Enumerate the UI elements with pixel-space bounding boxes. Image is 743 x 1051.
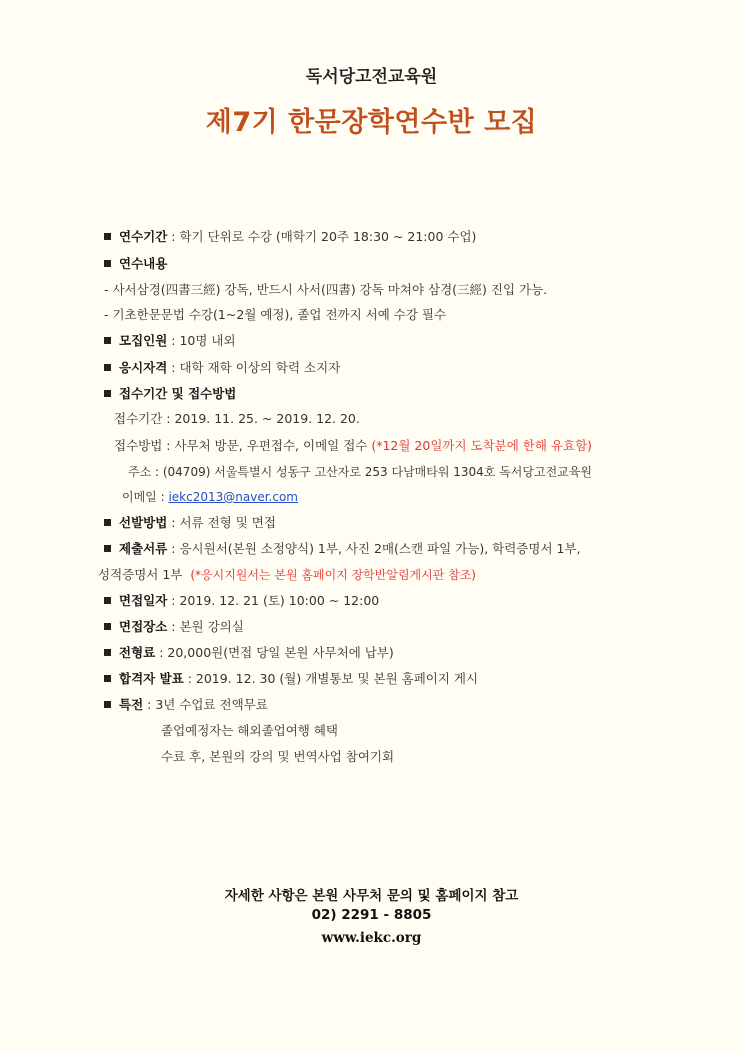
address: 주소 : (04709) 서울특별시 성동구 고산자로 253 다남매타워 1304호 독서당고전교육원	[128, 465, 592, 479]
bullet-icon	[104, 545, 111, 552]
interview-place-text: : 본원 강의실	[171, 619, 244, 634]
footer-website[interactable]: www.iekc.org	[321, 930, 422, 946]
docs-line2: 성적증명서 1부	[98, 567, 183, 582]
apply-method-row	[114, 438, 592, 454]
interview-date-text: : 2019. 12. 21 (토) 10:00 ~ 12:00	[171, 593, 380, 608]
announce-label: 합격자 발표	[119, 671, 184, 686]
apply-period: 접수기간 : 2019. 11. 25. ~ 2019. 12. 20.	[114, 411, 360, 426]
bullet-icon	[104, 260, 111, 267]
interview-place-label: 면접장소	[119, 619, 168, 634]
page-title: 제7기 한문장학연수반 모집	[205, 107, 538, 138]
recruit-text: : 10명 내외	[171, 333, 236, 348]
bullet-icon	[104, 701, 111, 708]
email-label: 이메일 :	[122, 490, 169, 504]
bullet-icon	[104, 649, 111, 656]
bullet-icon	[104, 390, 111, 397]
bullet-icon	[104, 364, 111, 371]
content-label: 연수내용	[119, 256, 168, 271]
benefit-line3: 수료 후, 본원의 강의 및 번역사업 참여기회	[161, 749, 395, 764]
qual-label: 응시자격	[119, 360, 168, 375]
benefit-row	[104, 697, 268, 713]
fee-label: 전형료	[119, 645, 156, 660]
content-line2: - 기초한문문법 수강(1~2월 예정), 졸업 전까지 서예 수강 필수	[104, 307, 447, 322]
period-label: 연수기간	[119, 229, 168, 244]
docs-row2	[98, 567, 476, 583]
docs-text: : 응시원서(본원 소정양식) 1부, 사진 2매(스캔 파일 가능), 학력증명서 1부,	[171, 541, 581, 556]
org-name: 독서당고전교육원	[305, 67, 438, 87]
apply-method: 접수방법 : 사무처 방문, 우편접수, 이메일 접수	[114, 438, 368, 453]
apply-row	[104, 386, 236, 402]
footer-phone: 02) 2291 - 8805	[311, 907, 432, 923]
qual-row	[104, 360, 340, 376]
content-row	[104, 256, 167, 272]
announce-row	[104, 671, 478, 687]
select-text: : 서류 전형 및 면접	[171, 515, 276, 530]
interview-date-label: 면접일자	[119, 593, 168, 608]
announce-text: : 2019. 12. 30 (월) 개별통보 및 본원 홈페이지 게시	[187, 671, 479, 686]
fee-row	[104, 645, 394, 661]
docs-label: 제출서류	[119, 541, 168, 556]
apply-method-note: (*12월 20일까지 도착분에 한해 유효함)	[371, 438, 593, 453]
bullet-icon	[104, 623, 111, 630]
fee-text: : 20,000원(면접 당일 본원 사무처에 납부)	[159, 645, 394, 660]
email-row	[122, 489, 298, 505]
bullet-icon	[104, 337, 111, 344]
recruit-row	[104, 333, 236, 349]
benefit-text: : 3년 수업료 전액무료	[147, 697, 268, 712]
select-label: 선발방법	[119, 515, 168, 530]
apply-label: 접수기간 및 접수방법	[119, 386, 237, 401]
period-row	[104, 229, 476, 245]
content-line1: - 사서삼경(四書三經) 강독, 반드시 사서(四書) 강독 마쳐야 삼경(三經) 진입 가능.	[104, 282, 548, 297]
interview-place-row	[104, 619, 244, 635]
docs-row	[104, 541, 581, 557]
benefit-label: 특전	[119, 697, 144, 712]
email-link[interactable]: iekc2013@naver.com	[168, 490, 298, 504]
bullet-icon	[104, 519, 111, 526]
period-text: : 학기 단위로 수강 (매학기 20주 18:30 ~ 21:00 수업)	[171, 229, 477, 244]
select-row	[104, 515, 276, 531]
qual-text: : 대학 재학 이상의 학력 소지자	[171, 360, 341, 375]
bullet-icon	[104, 597, 111, 604]
footer-info: 자세한 사항은 본원 사무처 문의 및 홈페이지 참고	[224, 888, 519, 904]
bullet-icon	[104, 675, 111, 682]
benefit-line2: 졸업예정자는 해외졸업여행 혜택	[161, 723, 338, 738]
docs-note: (*응시지원서는 본원 홈페이지 장학반알림게시판 참조)	[190, 568, 476, 582]
recruit-label: 모집인원	[119, 333, 168, 348]
interview-date-row	[104, 593, 379, 609]
bullet-icon	[104, 233, 111, 240]
